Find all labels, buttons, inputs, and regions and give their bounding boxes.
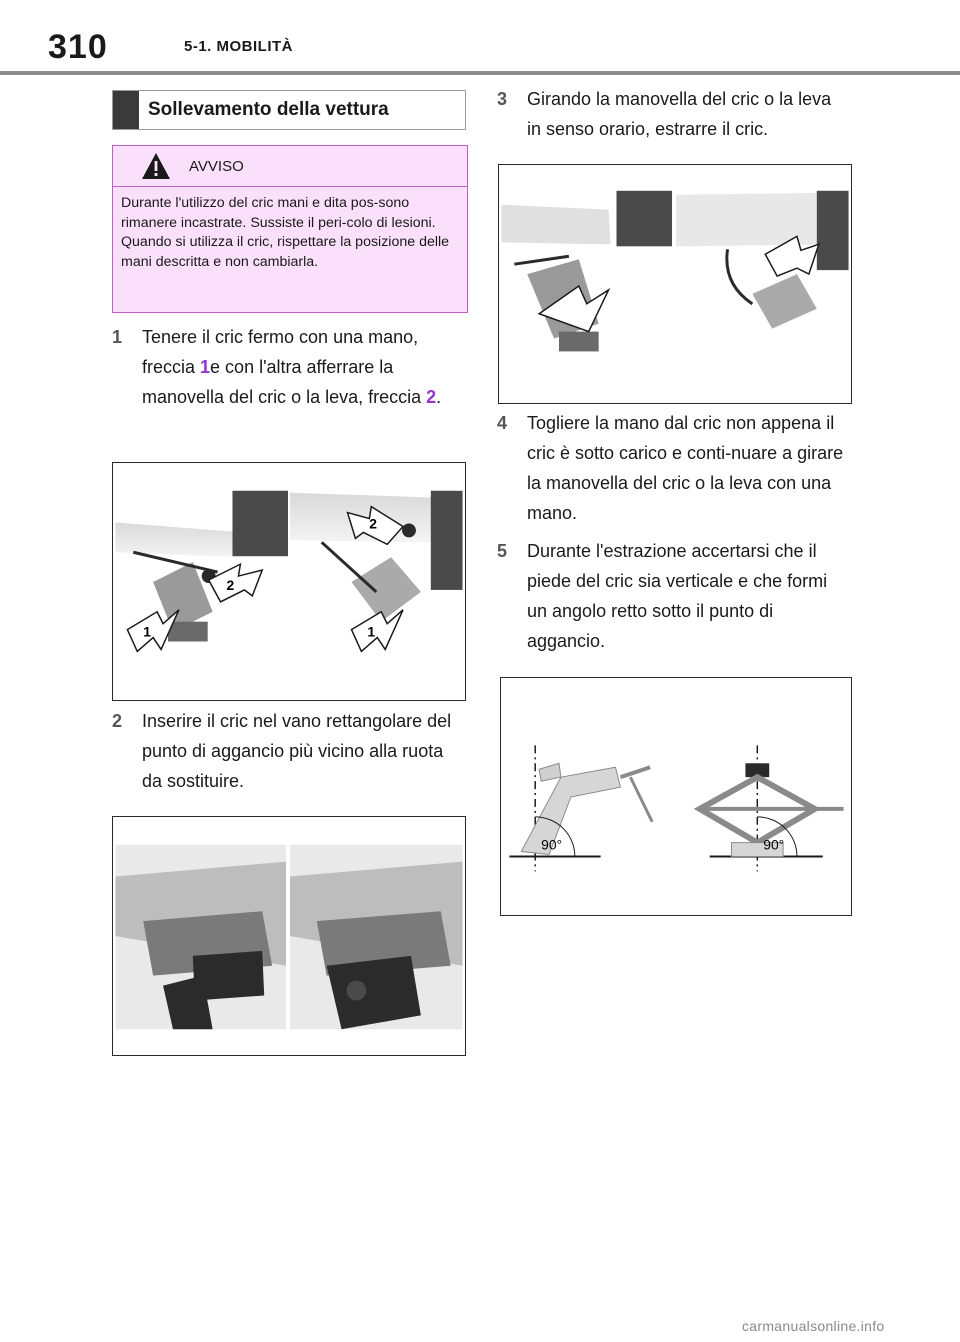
jack-right-angle-diagram	[501, 678, 851, 915]
step-number: 2	[112, 711, 123, 731]
step-3	[497, 84, 849, 144]
watermark: carmanualsonline.info	[742, 1318, 885, 1334]
step-text	[142, 322, 464, 412]
warning-header	[113, 146, 467, 187]
step-2	[112, 706, 464, 796]
warning-label: AVVISO	[189, 157, 244, 175]
angle-label-left: 90°	[541, 836, 563, 853]
warning-box	[112, 145, 468, 313]
step-text-part: Tenere il cric fermo con una mano, freccia	[142, 327, 419, 377]
section-title-bar	[113, 91, 139, 129]
step-text-part: .	[436, 387, 442, 407]
svg-text:1: 1	[143, 623, 151, 640]
angle-label-right: 90°	[763, 836, 785, 853]
step-text: Inserire il cric nel vano rettangolare del punto di aggancio più vicino alla ruota da sostituire.	[142, 711, 452, 791]
chapter-title: 5-1. MOBILITÀ	[184, 38, 294, 55]
callout-1: 1	[200, 357, 211, 377]
step-text: Girando la manovella del cric o la leva in senso orario, estrarre il cric.	[527, 89, 832, 139]
figure-jack-hold	[112, 462, 466, 701]
header-rule	[0, 71, 960, 75]
section-title-box	[112, 90, 466, 130]
figure-jack-crank	[498, 164, 852, 404]
warning-text: Durante l'utilizzo del cric mani e dita pos-sono rimanere incastrate. Sussiste il peri-colo di lesioni. Quando si utilizza il cric, rispettare la posizione delle mani descritta e non cambiarla.	[121, 195, 450, 270]
step-text: Togliere la mano dal cric non appena il cric è sotto carico e conti-nuare a girare la manovella del cric o la leva con una mano.	[527, 413, 844, 523]
warning-triangle-icon	[141, 152, 171, 180]
step-number: 1	[112, 327, 123, 347]
jack-socket-photos	[113, 817, 465, 1055]
svg-text:2: 2	[369, 515, 378, 532]
step-text-part: e con l'altra afferrare la manovella del cric o la leva, freccia	[142, 357, 427, 407]
svg-text:1: 1	[367, 623, 376, 640]
step-4	[497, 408, 849, 528]
jack-crank-illustration	[499, 165, 851, 403]
jack-hold-illustration	[113, 463, 465, 700]
section-title: Sollevamento della vettura	[148, 99, 389, 120]
page-number: 310	[48, 28, 108, 66]
step-number: 5	[497, 541, 508, 561]
step-5	[497, 536, 849, 656]
step-number: 4	[497, 413, 508, 433]
figure-jack-90-degrees	[500, 677, 852, 916]
callout-2: 2	[426, 387, 437, 407]
svg-text:2: 2	[226, 576, 235, 593]
step-number: 3	[497, 89, 508, 109]
step-text: Durante l'estrazione accertarsi che il piede del cric sia verticale e che formi un angolo retto sotto il punto di aggancio.	[527, 541, 828, 651]
step-1	[112, 322, 464, 412]
figure-jack-socket	[112, 816, 466, 1056]
